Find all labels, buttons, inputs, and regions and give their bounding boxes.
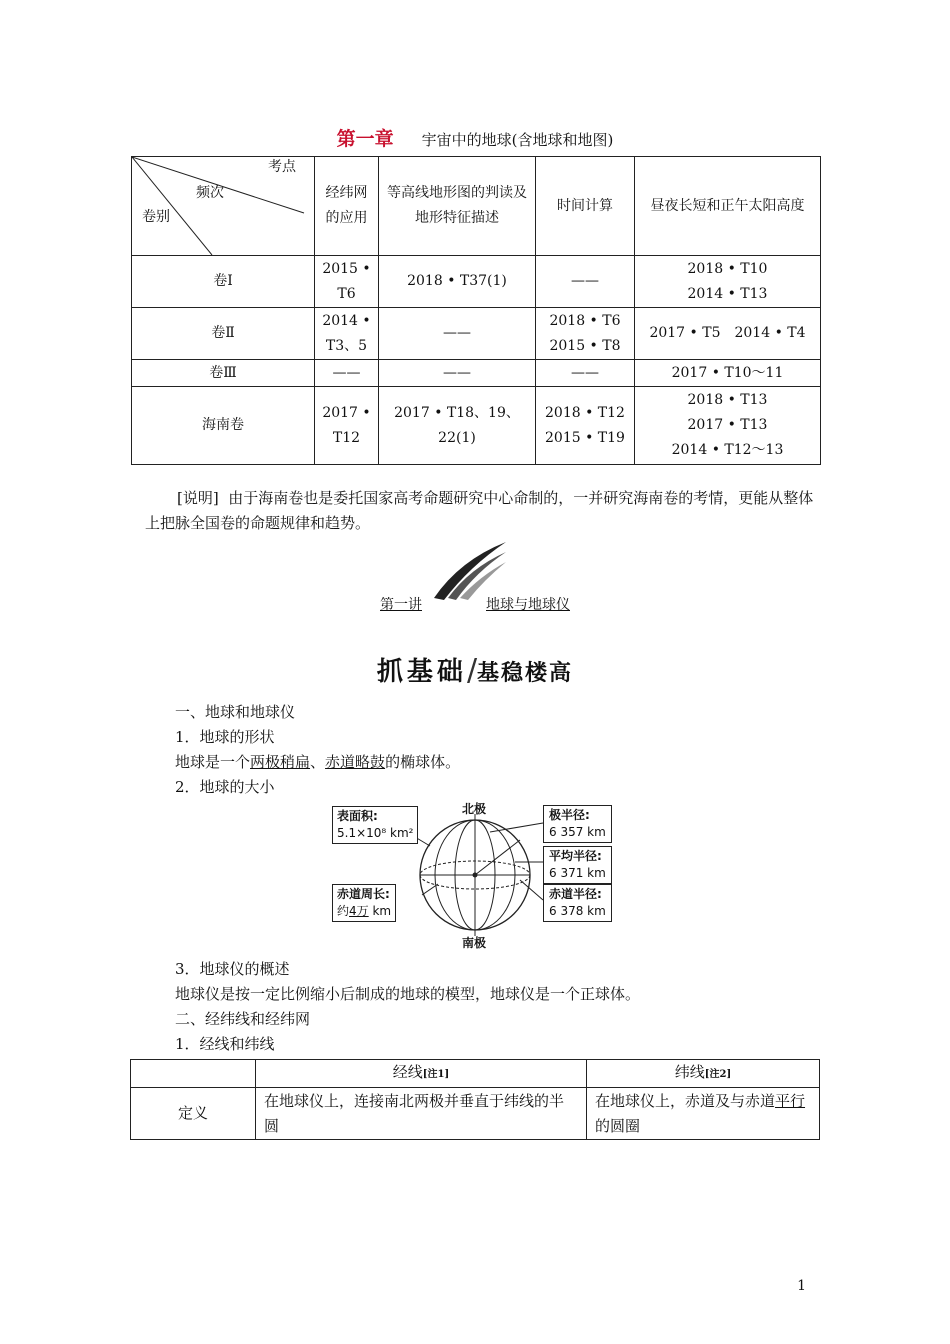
- banner-right: 基稳楼高: [477, 661, 574, 686]
- explanation-text: 由于海南卷也是委托国家高考命题研究中心命制的，一并研究海南卷的考情，更能从整体上把脉全国卷的命题规律和趋势。: [145, 489, 814, 532]
- column-header: 纬线[注2]: [587, 1060, 820, 1088]
- swoosh-logo: [430, 540, 508, 602]
- explanation-label: [说明]: [177, 489, 219, 507]
- banner-slash: /: [466, 653, 478, 688]
- earth-shape-text: 地球是一个两极稍扁、赤道略鼓的椭球体。: [175, 753, 461, 771]
- meridian-parallel-table: [130, 1059, 820, 1140]
- table-cell: 2014 • T3、5: [315, 308, 379, 360]
- column-header: 经纬网的应用: [315, 157, 379, 256]
- table-cell: 2018 • T13 2017 • T13 2014 • T12～13: [635, 387, 821, 465]
- table-cell: 2017 • T10～11: [635, 360, 821, 387]
- explanation-paragraph: [145, 486, 820, 536]
- empty-corner-cell: [131, 1060, 256, 1088]
- column-header: 时间计算: [536, 157, 635, 256]
- table-cell: 2018 • T37(1): [379, 256, 536, 308]
- lecture-number: 第一讲: [380, 597, 422, 613]
- column-header: 等高线地形图的判读及地形特征描述: [379, 157, 536, 256]
- item-title: 3．地球仪的概述: [175, 960, 290, 978]
- banner-left: 抓基础: [376, 657, 467, 687]
- note-marker: [注2]: [704, 1069, 732, 1080]
- table-corner-cell: [132, 157, 315, 256]
- mean-radius-box: 平均半径: 6 371 km: [543, 846, 612, 884]
- table-cell: ——: [536, 360, 635, 387]
- note-marker: [注1]: [422, 1069, 450, 1080]
- corner-paper: 卷别: [142, 209, 170, 225]
- item-title: 1．地球的形状: [175, 728, 275, 746]
- polar-radius-box: 极半径: 6 357 km: [543, 805, 612, 843]
- table-cell: 2018 • T6 2015 • T8: [536, 308, 635, 360]
- corner-frequency: 频次: [196, 185, 224, 201]
- chapter-number: 第一章: [336, 128, 394, 150]
- table-cell: ——: [379, 308, 536, 360]
- exam-frequency-table: [131, 156, 821, 465]
- underlined-term: 赤道略鼓: [325, 753, 386, 771]
- globe-description: 地球仪是按一定比例缩小后制成的地球的模型，地球仪是一个正球体。: [175, 985, 641, 1003]
- column-header: 经线[注1]: [256, 1060, 587, 1088]
- south-pole-label: 南极: [462, 936, 487, 950]
- table-cell: 2017 • T5 2014 • T4: [635, 308, 821, 360]
- page-number: 1: [797, 1278, 806, 1294]
- chapter-title: [0, 124, 950, 151]
- table-cell: ——: [379, 360, 536, 387]
- row-label: 卷Ⅰ: [132, 256, 315, 308]
- row-label: 卷Ⅲ: [132, 360, 315, 387]
- parallel-definition: 在地球仪上，赤道及与赤道平行的圆圈: [587, 1088, 820, 1140]
- lecture-heading: [0, 594, 950, 614]
- surface-area-box: 表面积: 5.1×10⁸ km²: [332, 806, 418, 844]
- item-title: 1．经线和纬线: [175, 1035, 275, 1053]
- section-heading: 一、地球和地球仪: [175, 703, 296, 721]
- row-label: 定义: [131, 1088, 256, 1140]
- chapter-subtitle: 宇宙中的地球(含地球和地图): [421, 131, 614, 149]
- section-banner: [0, 651, 950, 688]
- earth-size-diagram: [330, 800, 630, 950]
- item-title: 2．地球的大小: [175, 778, 275, 796]
- equatorial-radius-box: 赤道半径: 6 378 km: [543, 884, 612, 922]
- table-cell: ——: [315, 360, 379, 387]
- table-cell: 2018 • T10 2014 • T13: [635, 256, 821, 308]
- north-pole-label: 北极: [462, 802, 487, 816]
- section-heading: 二、经纬线和经纬网: [175, 1010, 311, 1028]
- row-label: 海南卷: [132, 387, 315, 465]
- meridian-definition: 在地球仪上，连接南北两极并垂直于纬线的半圆: [256, 1088, 587, 1140]
- table-cell: 2018 • T12 2015 • T19: [536, 387, 635, 465]
- row-label: 卷Ⅱ: [132, 308, 315, 360]
- table-cell: 2015 • T6: [315, 256, 379, 308]
- corner-topic: 考点: [268, 159, 296, 175]
- table-cell: 2017 • T12: [315, 387, 379, 465]
- lecture-title: 地球与地球仪: [486, 597, 570, 613]
- table-cell: ——: [536, 256, 635, 308]
- underlined-term: 两极稍扁: [250, 753, 311, 771]
- table-cell: 2017 • T18、19、22(1): [379, 387, 536, 465]
- circumference-box: 赤道周长: 约4万 km: [332, 884, 396, 922]
- column-header: 昼夜长短和正午太阳高度: [635, 157, 821, 256]
